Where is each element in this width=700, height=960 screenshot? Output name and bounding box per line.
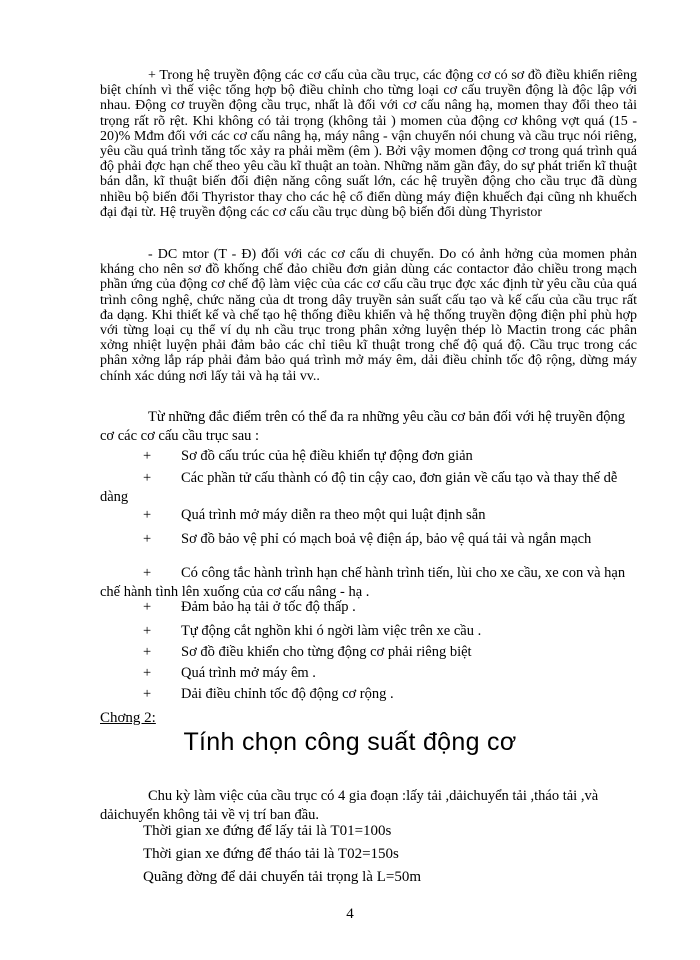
- list-item: [143, 622, 637, 641]
- page-number: 4: [346, 906, 354, 922]
- text-line: Thời gian xe đứng để lấy tải là T01=100s: [143, 823, 392, 839]
- bullet-mark: +: [143, 507, 152, 523]
- list-item-text: Đảm bảo hạ tải ở tốc độ thấp .: [181, 599, 356, 615]
- list-item: [143, 506, 637, 525]
- list-item: [100, 530, 637, 549]
- bullet-mark: +: [143, 470, 152, 486]
- bullet-mark: +: [143, 565, 152, 581]
- text-line: Quãng đờng để dải chuyển tải trọng là L=50m: [143, 869, 421, 885]
- list-item: [143, 643, 637, 662]
- chapter-title: Tính chọn công suất động cơ: [183, 728, 517, 756]
- list-item-text: Sơ đồ bảo vệ phỉ có mạch boả vệ điện áp, bảo vệ quá tải và ngắn mạch: [181, 531, 592, 547]
- bullet-mark: +: [143, 448, 152, 464]
- bullet-mark: +: [143, 665, 152, 681]
- list-item: [143, 664, 637, 683]
- list-item-text: Quá trình mở máy diễn ra theo một qui luật định sẵn: [181, 507, 486, 523]
- bullet-mark: +: [143, 644, 152, 660]
- list-item: [143, 447, 637, 466]
- paragraph-3: Từ những đắc điểm trên có thể đa ra những yêu cầu cơ bản đối với hệ truyền động cơ các cơ cấu cầu trục sau :: [100, 409, 625, 444]
- list-item-text: Dải điều chỉnh tốc độ động cơ rộng .: [181, 686, 394, 702]
- paragraph-1: + Trong hệ truyền động các cơ cấu của cầu trục, các động cơ có sơ đồ điều khiển riêng biệt chính vì thế việc tổng hợp bộ điều chỉnh cho từng loại cơ cấu truyền động là độc lập với nhau. Động cơ truyền động cầu trục, nhất là đối với cơ cấu nâng hạ, momen thay đổi theo tải trọng rất rõ rệt. Khi không có tải trọng (không tải ) momen của động cơ không vợt quá (15 - 20)% Mđm đối với các cơ cấu nâng hạ, máy nâng - vận chuyển nói chung và cầu trục nói riêng, yêu cầu quá trình tăng tốc xảy ra phải mềm (êm ). Bởi vậy momen động cơ trong quá trình quá độ phải đợc hạn chế theo yêu cầu kĩ thuật an toàn. Những năm gần đây, do sự phát triển kĩ thuật bán dẫn, kĩ thuật biến đổi điện năng công suất lớn, các hệ truyền động cho cầu trục đã dùng nhiều bộ biến đổi Thyristor thay cho các hệ cổ điển dùng máy điện khuếch đại cũng nh khuếch đại đại từ. Hệ truyền động các cơ cấu cầu trục dùng bộ biến đổi dùng Thyristor: [100, 68, 637, 220]
- bullet-mark: +: [143, 686, 152, 702]
- chapter-label: Chơng 2:: [100, 710, 156, 726]
- bullet-mark: +: [143, 531, 152, 547]
- list-item-text: Các phần tử cấu thành có độ tin cậy cao, đơn giản về cấu tạo và thay thế dễ dàng: [100, 470, 618, 505]
- list-item-text: Sơ đồ điều khiển cho từng động cơ phải riêng biệt: [181, 644, 472, 660]
- list-item-text: Sơ đồ cấu trúc của hệ điều khiển tự động đơn giản: [181, 448, 473, 464]
- paragraph-4: Chu kỳ làm việc của cầu trục có 4 gia đoạn :lấy tải ,dảichuyển tải ,tháo tải ,và dảichuyển không tải về vị trí ban đầu.: [100, 788, 599, 823]
- paragraph-2: - DC mtor (T - Đ) đối với các cơ cấu di chuyển. Do có ảnh hởng của momen phản kháng cho nên sơ đồ khống chế đảo chiều đơn giản dùng các contactor đảo chiều trong mạch phần ứng của động cơ chế độ làm việc của các cơ cấu cầu trục đợc xác định từ yêu cầu của quá trình công nghệ, chức năng của dt trong dây truyền sản suất cấu tạo và kế cấu của cầu trục rất đa dạng. Khi thiết kế và chế tạo hệ thống điều khiển và hệ thống truyền động điện phỉ phù hợp với từng loại cụ thể ví dụ nh cầu trục trong phân xởng luyện thép lò Mactin trong các phân xởng nhiệt luyện phải đảm bảo các chỉ tiêu kĩ thuật trong chế độ quá độ. Cầu trục trong các phân xởng lắp ráp phải đảm bảo quá trình mở máy êm, dải điều chỉnh tốc độ rộng, dừng máy chính xác dúng nơi lấy tải và hạ tải vv..: [100, 247, 637, 384]
- list-item: [100, 564, 637, 602]
- bullet-mark: +: [143, 623, 152, 639]
- text-line: Thời gian xe đứng để tháo tải là T02=150s: [143, 846, 399, 862]
- list-item-text: Quá trình mở máy êm .: [181, 665, 316, 681]
- list-item: [143, 598, 637, 617]
- bullet-mark: +: [143, 599, 152, 615]
- list-item: [100, 469, 637, 507]
- list-item: [143, 685, 637, 704]
- list-item-text: Tự động cắt nghồn khi ó ngời làm việc trên xe cầu .: [181, 623, 482, 639]
- list-item-text: Có công tắc hành trình hạn chế hành trình tiến, lùi cho xe cầu, xe con và hạn chế hành tình lên xuống của cơ cấu nâng - hạ .: [100, 565, 626, 600]
